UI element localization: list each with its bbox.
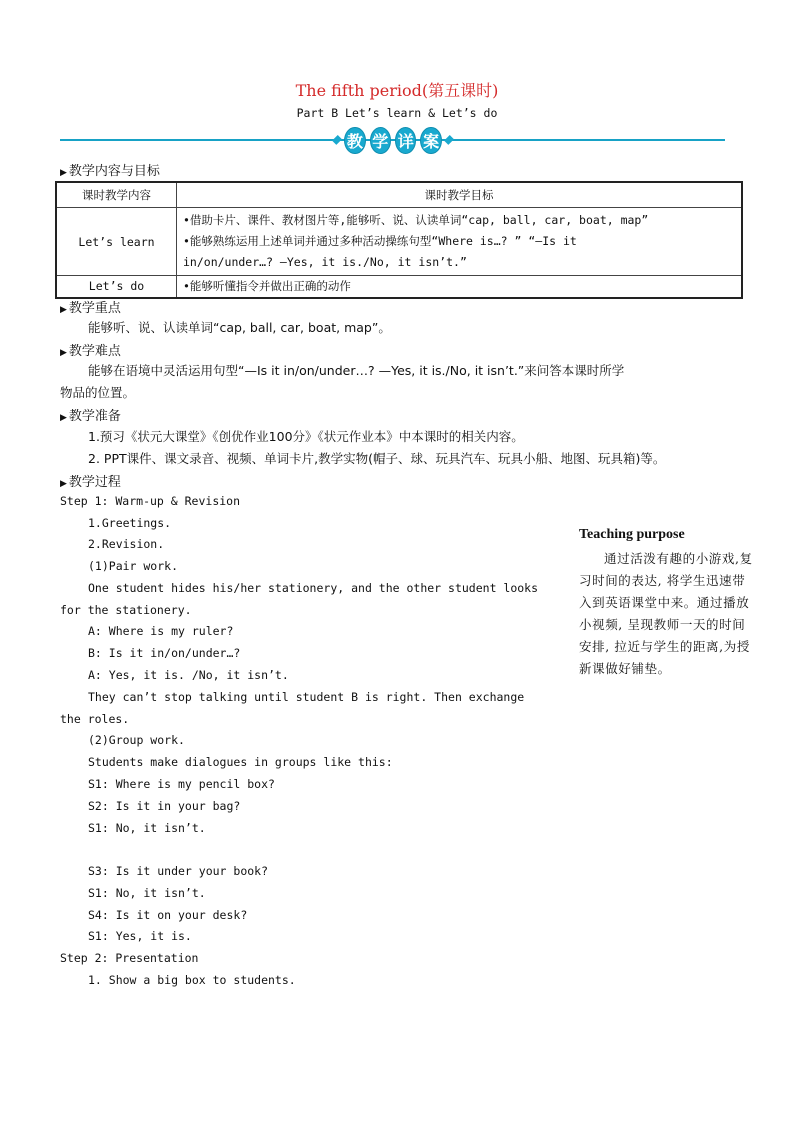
section-heading-content-goals: ▶ 教学内容与目标 (60, 164, 160, 179)
banner-char: 案 (420, 127, 441, 154)
process-line: A: Where is my ruler? (88, 624, 234, 638)
table-cell-goals (177, 276, 743, 298)
goals-table (55, 181, 743, 299)
table-cell-content: Let’s learn (56, 208, 177, 276)
process-line: One student hides his/her stationery, and the other student looks (88, 581, 539, 595)
table-header-cell: 课时教学内容 (56, 182, 177, 208)
process-line: the roles. (60, 712, 130, 726)
table-row (56, 208, 742, 276)
goal-line: •能够熟练运用上述单词并通过多种活动操练句型“Where is…? ” “—Is it (183, 234, 577, 248)
page-subtitle: Part B Let’s learn & Let’s do (296, 106, 498, 120)
banner-char: 详 (395, 127, 416, 154)
process-line: 2.Revision. (88, 537, 165, 551)
section-heading-key-points: ▶ 教学重点 (60, 301, 121, 316)
banner-right-ornament (444, 135, 454, 145)
section-heading-difficulties: ▶ 教学难点 (60, 344, 121, 359)
process-line: A: Yes, it is. /No, it isn’t. (88, 668, 289, 682)
key-points-text: 能够听、说、认读单词“cap, ball, car, boat, map”。 (88, 320, 391, 335)
section-banner (332, 127, 454, 153)
table-cell-content: Let’s do (56, 276, 177, 298)
triangle-bullet-icon: ▶ (60, 305, 67, 315)
triangle-bullet-icon: ▶ (60, 479, 67, 489)
process-line: S3: Is it under your book? (88, 864, 269, 878)
process-line: Students make dialogues in groups like this: (88, 755, 393, 769)
process-line: S1: No, it isn’t. (88, 886, 206, 900)
triangle-bullet-icon: ▶ (60, 413, 67, 423)
goal-line: in/on/under…? —Yes, it is./No, it isn’t.” (183, 255, 467, 269)
triangle-bullet-icon: ▶ (60, 348, 67, 358)
section-heading-preparation: ▶ 教学准备 (60, 409, 121, 424)
process-line: They can’t stop talking until student B is right. Then exchange (88, 690, 525, 704)
process-line: S1: Yes, it is. (88, 929, 192, 943)
table-row (56, 276, 742, 298)
process-line: (1)Pair work. (88, 559, 179, 573)
preparation-item: 2. PPT课件、课文录音、视频、单词卡片,教学实物(帽子、球、玩具汽车、玩具小船、地图、玩具箱)等。 (88, 451, 666, 466)
process-line: (2)Group work. (88, 733, 185, 747)
process-line: S2: Is it in your bag? (88, 799, 241, 813)
table-header-cell: 课时教学目标 (177, 182, 743, 208)
process-line: B: Is it in/on/under…? (88, 646, 241, 660)
difficulties-text: 能够在语境中灵活运用句型“—Is it in/on/under…? —Yes, it is./No, it isn’t.”来问答本课时所学 (88, 363, 625, 378)
process-line: 1. Show a big box to students. (88, 973, 296, 987)
section-heading-process: ▶ 教学过程 (60, 475, 121, 490)
process-line: Step 2: Presentation (60, 951, 199, 965)
triangle-bullet-icon: ▶ (60, 168, 67, 178)
difficulties-text: 物品的位置。 (60, 385, 136, 400)
teaching-purpose-title: Teaching purpose (579, 527, 685, 542)
banner-left-ornament (332, 135, 342, 145)
table-header-row (56, 182, 742, 208)
table-cell-goals (177, 208, 743, 276)
process-line: for the stationery. (60, 603, 192, 617)
goal-line: •借助卡片、课件、教材图片等,能够听、说、认读单词“cap, ball, car, boat, map” (183, 213, 649, 227)
process-line: Step 1: Warm-up & Revision (60, 494, 241, 508)
preparation-item: 1.预习《状元大课堂》《创优作业100分》《状元作业本》中本课时的相关内容。 (88, 429, 524, 444)
teaching-purpose-text: 通过活泼有趣的小游戏,复习时间的表达, 将学生迅速带入到英语课堂中来。通过播放小视频, 呈现教师一天的时间安排, 拉近与学生的距离,为授新课做好铺垫。 (579, 551, 753, 676)
page-title: The fifth period(第五课时) (295, 81, 499, 100)
process-line: 1.Greetings. (88, 516, 172, 530)
banner-char: 学 (370, 127, 391, 154)
banner-char: 教 (344, 127, 365, 154)
process-line: S1: No, it isn’t. (88, 821, 206, 835)
goal-line: •能够听懂指令并做出正确的动作 (183, 279, 351, 294)
process-line: S1: Where is my pencil box? (88, 777, 275, 791)
process-line: S4: Is it on your desk? (88, 908, 248, 922)
